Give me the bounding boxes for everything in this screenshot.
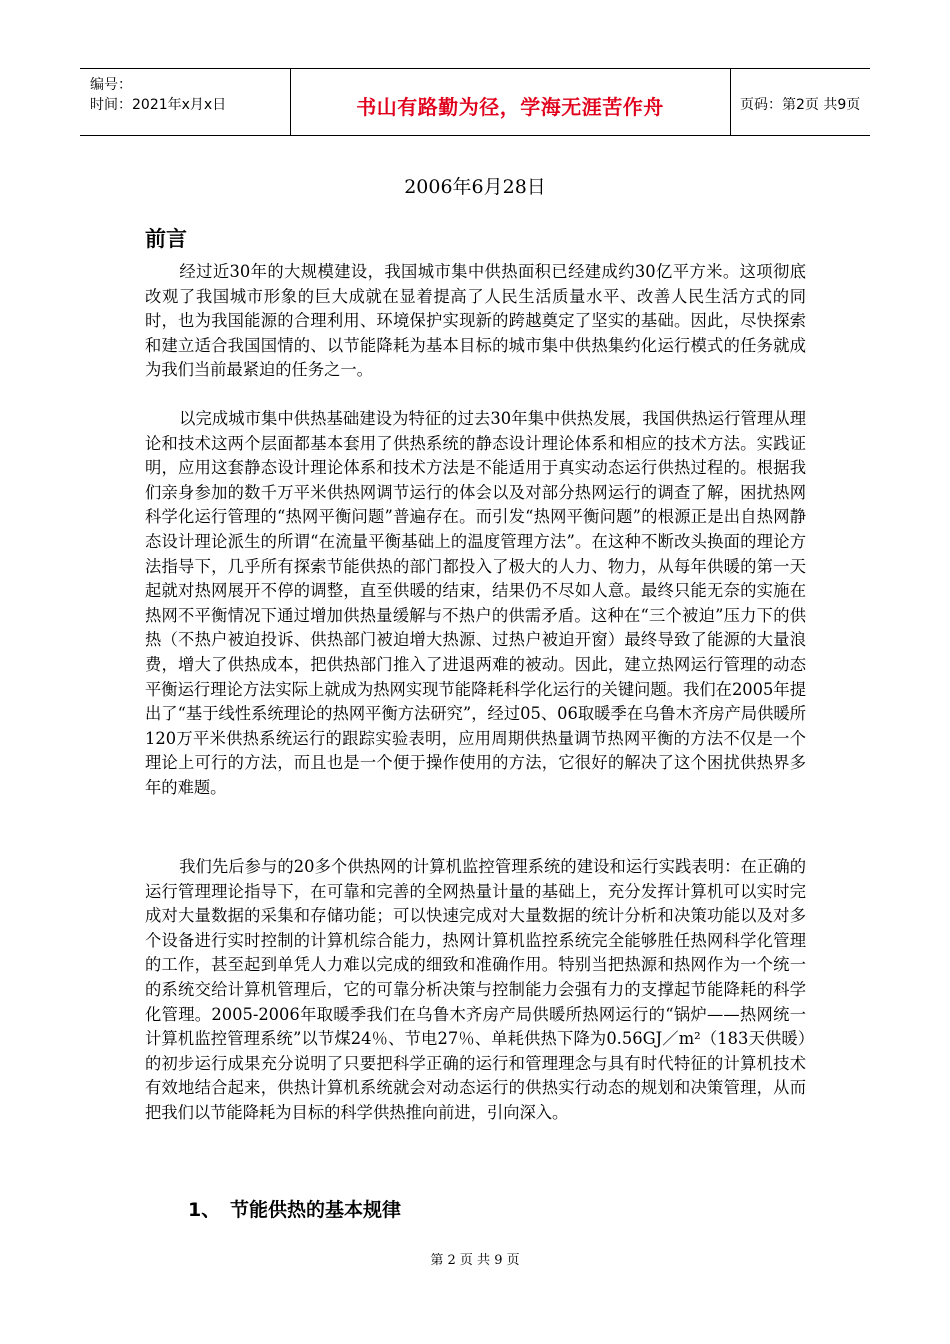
subsection-number: 1、 [188, 1199, 221, 1221]
header-page-label: 页码：第2页 共9页 [740, 97, 861, 113]
paragraph-text: 经过近30年的大规模建设，我国城市集中供热面积已经建成约30亿平方米。这项彻底改观了我国城市形象的巨大成就在显着提高了人民生活质量水平、改善人民生活方式的同时，也为我国能源的合理利用、环境保护实现新的跨越奠定了坚实的基础。因此，尽快探索和建立适合我国国情的、以节能降耗为基本目标的城市集中供热集约化运行模式的任务就成为我们当前最紧迫的任务之一。 [145, 262, 806, 380]
document-date: 2006年6月28日 [404, 176, 546, 198]
page-footer: 第 2 页 共 9 页 [430, 1253, 520, 1268]
subsection-title: 节能供热的基本规律 [230, 1199, 402, 1221]
header-motto-cell [290, 69, 731, 135]
page-header [80, 68, 870, 136]
header-info-cell [80, 69, 291, 135]
paragraph-text: 以完成城市集中供热基础建设为特征的过去30年集中供热发展，我国供热运行管理从理论和技术这两个层面都基本套用了供热系统的静态设计理论体系和相应的技术方法。实践证明，应用这套静态设计理论体系和技术方法是不能适用于真实动态运行供热过程的。根据我们亲身参加的数千万平米供热网调节运行的体会以及对部分热网运行的调查了解，困扰热网科学化运行管理的“热网平衡问题”普遍存在。而引发“热网平衡问题”的根源正是出自热网静态设计理论派生的所谓“在流量平衡基础上的温度管理方法”。在这种不断改头换面的理论方法指导下，几乎所有探索节能供热的部门都投入了极大的人力、物力，从每年供暖的第一天起就对热网展开不停的调整，直至供暖的结束，结果仍不尽如人意。最终只能无奈的实施在热网不平衡情况下通过增加供热量缓解与不热户的供需矛盾。这种在“三个被迫”压力下的供热（不热户被迫投诉、供热部门被迫增大热源、过热户被迫开窗）最终导致了能源的大量浪费，增大了供热成本，把供热部门推入了进退两难的被动。因此，建立热网运行管理的动态平衡运行理论方法实际上就成为热网实现节能降耗科学化运行的关键问题。我们在2005年提出了“基于线性系统理论的热网平衡方法研究”，经过05、06取暖季在乌鲁木齐房产局供暖所120万平米供热系统运行的跟踪实验表明，应用周期供热量调节热网平衡的方法不仅是一个理论上可行的方法，而且也是一个便于操作使用的方法，它很好的解决了这个困扰供热界多年的难题。 [145, 409, 806, 797]
header-page-cell [730, 69, 870, 135]
paragraph-text: 我们先后参与的20多个供热网的计算机监控管理系统的建设和运行实践表明：在正确的运行管理理论指导下，在可靠和完善的全网热量计量的基础上，充分发挥计算机可以实时完成对大量数据的采集和存储功能；可以快速完成对大量数据的统计分析和决策功能以及对多个设备进行实时控制的计算机综合能力，热网计算机监控系统完全能够胜任热网科学化管理的工作，甚至起到单凭人力难以完成的细致和准确作用。特别当把热源和热网作为一个统一的系统交给计算机管理后，它的可靠分析决策与控制能力会强有力的支撑起节能降耗的科学化管理。2005-2006年取暖季我们在乌鲁木齐房产局供暖所热网运行的“锅炉——热网统一计算机监控管理系统”以节煤24％、节电27％、单耗供热下降为0.56GJ／m²（183天供暖）的初步运行成果充分说明了只要把科学正确的运行和管理理念与具有时代特征的计算机技术有效地结合起来，供热计算机系统就会对动态运行的供热实行动态的规划和决策管理，从而把我们以节能降耗为目标的科学供热推向前进，引向深入。 [145, 857, 806, 1122]
paragraph [145, 855, 806, 1126]
header-motto: 书山有路勤为径，学海无涯苦作舟 [356, 95, 664, 119]
subsection-heading [188, 1195, 401, 1222]
header-time-label: 时间：2021年x月x日 [90, 97, 227, 113]
paragraph [145, 407, 806, 801]
header-number-label: 编号： [90, 77, 132, 93]
section-title: 前言 [145, 227, 187, 251]
paragraph [145, 260, 806, 383]
